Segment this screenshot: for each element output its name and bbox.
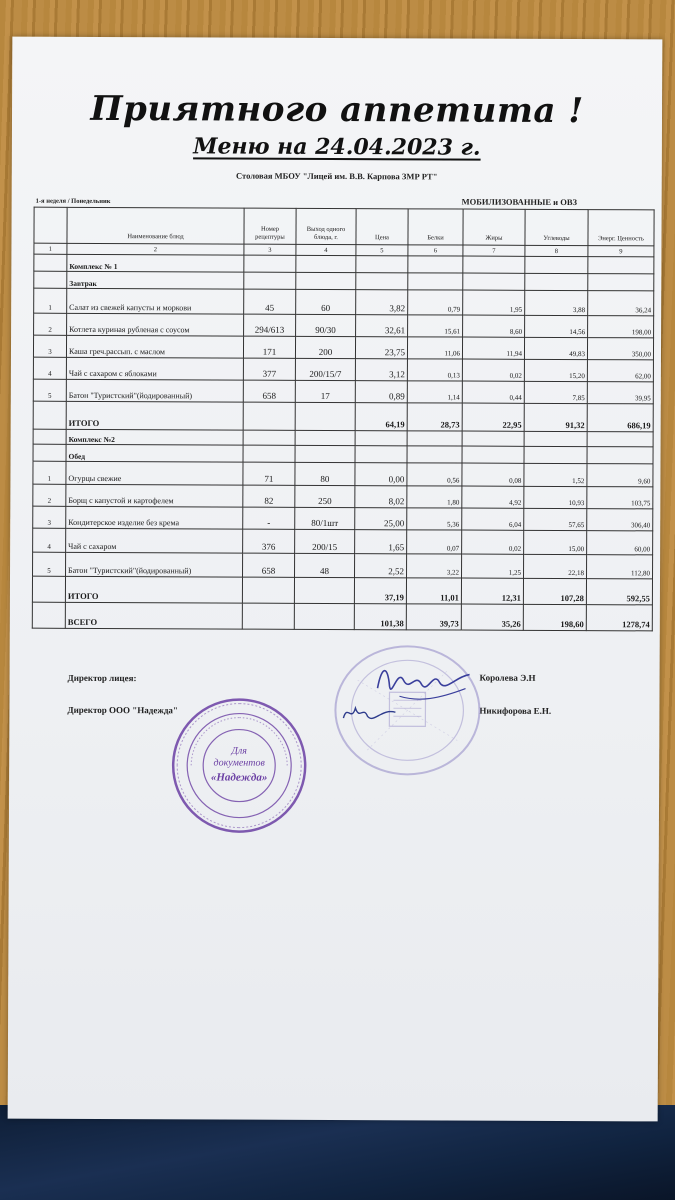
item-price: 3,12: [355, 359, 407, 381]
item-recipe: 82: [243, 485, 295, 507]
col-header-energy: Энерг. Ценность: [588, 210, 654, 246]
table-row: [33, 528, 653, 555]
item-carbs: 3,88: [525, 290, 588, 315]
category-label: МОБИЛИЗОВАННЫЕ и ОВЗ: [461, 196, 578, 208]
item-protein: 5,36: [407, 508, 462, 530]
item-carbs: 7,85: [524, 381, 587, 403]
item-recipe: 377: [243, 358, 295, 380]
item-price: 1,65: [355, 530, 407, 554]
col-header-name: Наименование блюд: [67, 207, 244, 244]
item-yield: 250: [295, 485, 355, 507]
item-no: 4: [33, 357, 66, 379]
item-carbs: 10,93: [524, 486, 587, 508]
item-protein: 0,07: [407, 530, 462, 554]
item-price: 0,89: [355, 381, 407, 403]
item-price: 32,61: [356, 315, 408, 337]
item-no: 5: [33, 552, 66, 576]
col-number: 6: [408, 245, 463, 256]
item-name: Батон "Туристский"(йодированный): [66, 552, 243, 577]
item-name: Борщ с капустой и картофелем: [66, 484, 243, 507]
col-number: 5: [356, 245, 408, 256]
item-carbs: 49,83: [524, 337, 587, 359]
item-carbs: 57,65: [524, 508, 587, 530]
total-energy: 592,55: [586, 579, 652, 605]
grand-total-energy: 1278,74: [586, 605, 652, 631]
item-fat: 8,60: [463, 315, 525, 337]
item-yield: 60: [296, 289, 356, 314]
item-yield: 90/30: [296, 314, 356, 336]
item-recipe: 71: [243, 462, 295, 485]
col-number: 4: [296, 244, 356, 255]
item-name: Батон "Туристский"(йодированный): [66, 379, 243, 402]
total-row-complex-2: [32, 576, 652, 605]
total-protein: 11,01: [406, 578, 461, 604]
item-protein: 1,14: [407, 381, 462, 403]
company-stamp: [169, 695, 310, 841]
col-header-carbs: Углеводы: [525, 209, 588, 245]
col-number: 9: [588, 246, 654, 257]
total-energy: 686,19: [587, 404, 653, 432]
col-number: 2: [67, 243, 244, 255]
item-recipe: 294/613: [244, 314, 296, 336]
item-no: 4: [33, 528, 66, 552]
item-recipe: 45: [244, 289, 296, 314]
table-row: [33, 552, 653, 579]
total-row-complex-1: [33, 401, 653, 432]
col-header-price: Цена: [356, 209, 408, 245]
item-no: 5: [33, 379, 66, 401]
item-name: Каша греч.рассып. с маслом: [66, 335, 243, 358]
item-energy: 103,75: [587, 487, 653, 509]
col-number: 1: [34, 243, 67, 254]
item-carbs: 15,00: [524, 530, 587, 554]
item-protein: 3,22: [407, 554, 462, 578]
item-fat: 1,25: [462, 554, 524, 578]
director-lyceum-name: Королева Э.Н: [479, 672, 536, 683]
total-carbs: 107,28: [523, 578, 586, 604]
col-header-protein: Белки: [408, 209, 463, 245]
total-protein: 28,73: [407, 403, 462, 431]
col-number: 8: [525, 245, 588, 256]
item-energy: 9,60: [587, 464, 653, 487]
item-name: Котлета куриная рубленая с соусом: [67, 313, 244, 336]
item-protein: 11,06: [407, 337, 462, 359]
stamp-line-3: «Надежда»: [210, 771, 268, 784]
total-price: 64,19: [355, 403, 407, 431]
col-number: 3: [244, 244, 296, 255]
item-fat: 0,02: [462, 530, 524, 554]
total-price: 37,19: [354, 578, 406, 604]
table-row: [33, 506, 653, 531]
item-yield: 200/15/7: [295, 358, 355, 380]
item-name: Огурцы свежие: [66, 461, 243, 485]
item-no: 3: [33, 335, 66, 357]
item-recipe: -: [243, 507, 295, 529]
item-carbs: 22,18: [524, 554, 587, 578]
meal-breakfast-label: Завтрак: [67, 271, 244, 289]
stamp-line-1: Для: [231, 745, 247, 757]
item-energy: 198,00: [588, 316, 654, 338]
grand-total-price: 101,38: [354, 604, 406, 630]
item-fat: 11,94: [462, 337, 524, 359]
item-yield: 80/1шт: [295, 507, 355, 529]
item-recipe: 376: [243, 529, 295, 553]
stamp-line-2: документов: [213, 757, 265, 769]
item-energy: 36,24: [588, 291, 654, 316]
director-lyceum-label: Директор лицея:: [67, 672, 137, 684]
item-no: 1: [34, 288, 67, 313]
menu-sheet: [8, 37, 663, 1122]
director-company-name: Никифорова Е.Н.: [479, 705, 552, 716]
item-price: 3,82: [356, 290, 408, 315]
item-no: 2: [33, 484, 66, 506]
col-number: 7: [463, 245, 525, 256]
total-fat: 22,95: [462, 403, 524, 431]
table-row: [34, 313, 654, 338]
item-name: Чай с сахаром с яблоками: [66, 357, 243, 380]
week-day: 1-я неделя / Понедельник: [35, 197, 111, 206]
item-yield: 17: [295, 380, 355, 402]
item-protein: 1,80: [407, 486, 462, 508]
item-price: 8,02: [355, 486, 407, 508]
item-yield: 200: [295, 336, 355, 358]
complex-1-label: Комплекс № 1: [67, 254, 244, 272]
item-name: Чай с сахаром: [66, 528, 243, 553]
item-fat: 6,04: [462, 508, 524, 530]
item-yield: 48: [295, 553, 355, 577]
meal-lunch-label: Обед: [66, 444, 243, 462]
item-price: 0,00: [355, 463, 407, 486]
page-title: Приятного аппетита !: [90, 88, 584, 132]
item-no: 2: [34, 313, 67, 335]
item-price: 25,00: [355, 508, 407, 530]
table-row: [33, 357, 653, 382]
item-recipe: 658: [243, 553, 295, 577]
item-energy: 306,40: [587, 509, 653, 531]
grand-total-fat: 35,26: [461, 604, 523, 630]
table-row: [33, 335, 653, 360]
item-fat: 1,95: [463, 290, 525, 315]
total-label: ИТОГО: [66, 401, 243, 430]
table-row: [34, 288, 654, 316]
item-fat: 0,44: [462, 381, 524, 403]
item-carbs: 15,20: [524, 359, 587, 381]
item-protein: 0,56: [407, 463, 462, 486]
item-name: Салат из свежей капусты и моркови: [67, 288, 244, 314]
grand-total-carbs: 198,60: [523, 604, 586, 630]
grand-total-protein: 39,73: [406, 604, 461, 630]
item-carbs: 1,52: [524, 463, 587, 486]
signature-company: [339, 698, 399, 728]
col-header-fat: Жиры: [463, 209, 525, 245]
col-header-no: [34, 207, 67, 243]
grand-total-label: ВСЕГО: [65, 602, 242, 629]
menu-date: Меню на 24.04.2023 г.: [193, 133, 481, 161]
canteen-name: Столовая МБОУ "Лицей им. В.В. Карпова ЗМР РТ": [236, 170, 438, 182]
complex-2-label: Комплекс №2: [66, 429, 243, 445]
director-company-label: Директор ООО "Надежда": [67, 704, 178, 716]
item-energy: 60,00: [587, 531, 653, 555]
item-energy: 39,95: [587, 382, 653, 404]
item-energy: 350,00: [587, 338, 653, 360]
table-row: [33, 461, 653, 487]
col-header-yield: Выход одного блюда, г.: [296, 208, 356, 244]
col-header-recipe: Номер рецептуры: [244, 208, 296, 244]
item-fat: 0,02: [462, 359, 524, 381]
item-yield: 200/15: [295, 529, 355, 553]
total-fat: 12,31: [461, 578, 523, 604]
item-fat: 4,92: [462, 486, 524, 508]
item-protein: 0,13: [407, 359, 462, 381]
item-price: 2,52: [355, 554, 407, 578]
table-row: [33, 484, 653, 509]
total-label: ИТОГО: [65, 576, 242, 603]
menu-table: [32, 207, 655, 632]
item-no: 1: [33, 461, 66, 484]
item-energy: 62,00: [587, 360, 653, 382]
item-yield: 80: [295, 462, 355, 485]
item-protein: 0,79: [408, 290, 463, 315]
item-recipe: 658: [243, 380, 295, 402]
total-carbs: 91,32: [524, 403, 587, 431]
item-name: Кондитерское изделие без крема: [66, 506, 243, 529]
table-row: [33, 379, 653, 404]
item-protein: 15,61: [408, 315, 463, 337]
item-energy: 112,80: [587, 555, 653, 579]
item-no: 3: [33, 506, 66, 528]
item-carbs: 14,56: [525, 315, 588, 337]
table-header-row: [34, 207, 654, 246]
item-recipe: 171: [243, 336, 295, 358]
item-price: 23,75: [355, 337, 407, 359]
grand-total-row: [32, 602, 652, 631]
item-fat: 0,08: [462, 463, 524, 486]
